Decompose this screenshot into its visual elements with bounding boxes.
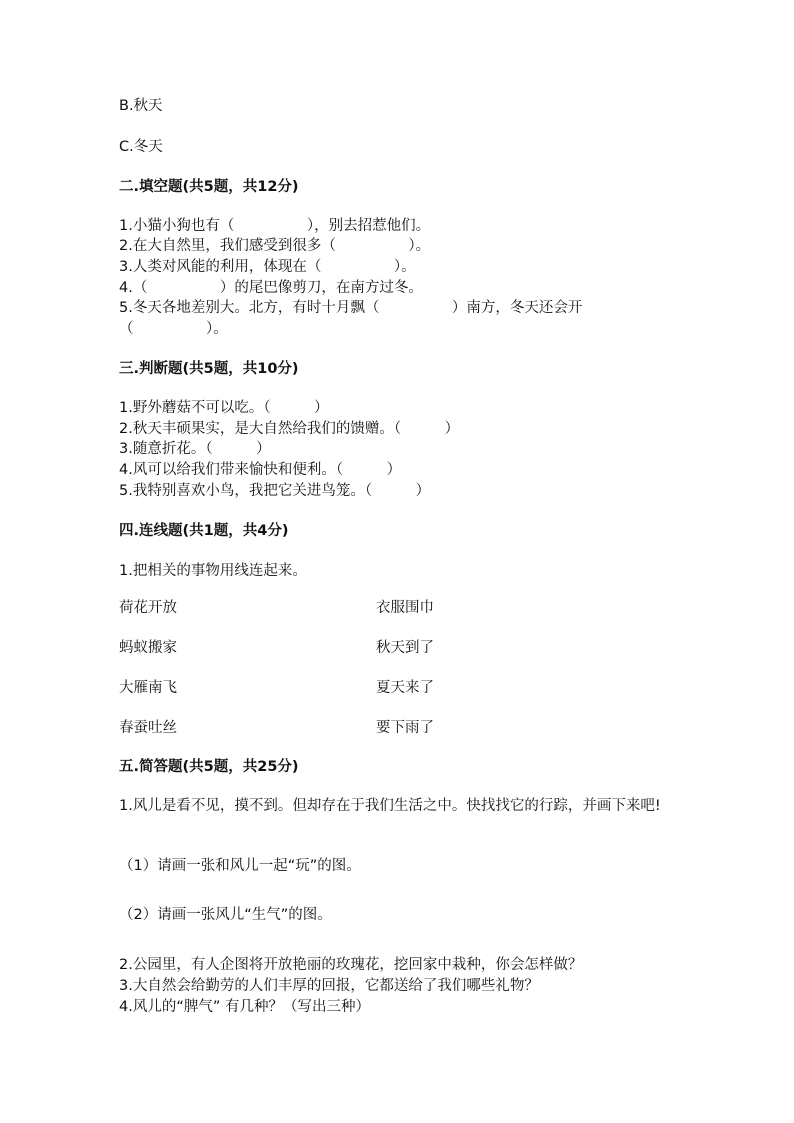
section-title-match: 四.连线题(共1题，共4分) xyxy=(119,523,289,539)
section-title-short-answer: 五.简答题(共5题，共25分) xyxy=(119,759,299,775)
judge-item-3: 3.随意折花。（ ） xyxy=(119,441,271,457)
fill-blank-item-2: 2.在大自然里，我们感受到很多（ ）。 xyxy=(119,238,431,254)
short-answer-q4: 4.风儿的“脾气” 有几种？（写出三种） xyxy=(119,999,370,1015)
option-c: C.冬天 xyxy=(119,139,163,155)
match-right-4: 要下雨了 xyxy=(376,720,434,736)
short-answer-q3: 3.大自然会给勤劳的人们丰厚的回报，它都送给了我们哪些礼物？ xyxy=(119,978,539,994)
match-prompt: 1.把相关的事物用线连起来。 xyxy=(119,563,307,579)
short-answer-q1-sub1: （1）请画一张和风儿一起“玩”的图。 xyxy=(119,858,361,874)
fill-blank-item-5-cont: （ ）。 xyxy=(119,321,228,337)
judge-item-2: 2.秋天丰硕果实，是大自然给我们的馈赠。（ ） xyxy=(119,421,460,437)
match-right-3: 夏天来了 xyxy=(376,680,434,696)
fill-blank-item-3: 3.人类对风能的利用，体现在（ ）。 xyxy=(119,259,416,275)
fill-blank-item-4: 4.（ ）的尾巴像剪刀，在南方过冬。 xyxy=(119,280,423,296)
match-right-1: 衣服围巾 xyxy=(376,600,434,616)
judge-item-1: 1.野外蘑菇不可以吃。（ ） xyxy=(119,400,329,416)
short-answer-q1-sub2: （2）请画一张风儿“生气”的图。 xyxy=(119,907,332,923)
match-left-4: 春蚕吐丝 xyxy=(119,720,177,736)
fill-blank-item-1: 1.小猫小狗也有（ ），别去招惹他们。 xyxy=(119,218,431,234)
match-left-2: 蚂蚁搬家 xyxy=(119,640,177,656)
short-answer-q1: 1.风儿是看不见，摸不到。但却存在于我们生活之中。快找找它的行踪，并画下来吧! xyxy=(119,798,661,814)
match-right-2: 秋天到了 xyxy=(376,640,434,656)
match-left-1: 荷花开放 xyxy=(119,600,177,616)
match-left-3: 大雁南飞 xyxy=(119,680,177,696)
short-answer-q2: 2.公园里，有人企图将开放艳丽的玫瑰花，挖回家中栽种，你会怎样做？ xyxy=(119,957,583,973)
judge-item-4: 4.风可以给我们带来愉快和便利。（ ） xyxy=(119,462,402,478)
option-b: B.秋天 xyxy=(119,98,163,114)
section-title-judge: 三.判断题(共5题，共10分) xyxy=(119,361,299,377)
section-title-fill-blank: 二.填空题(共5题，共12分) xyxy=(119,179,299,195)
fill-blank-item-5: 5.冬天各地差别大。北方，有时十月飘（ ）南方，冬天还会开 xyxy=(119,300,583,316)
judge-item-5: 5.我特别喜欢小鸟，我把它关进鸟笼。（ ） xyxy=(119,483,431,499)
